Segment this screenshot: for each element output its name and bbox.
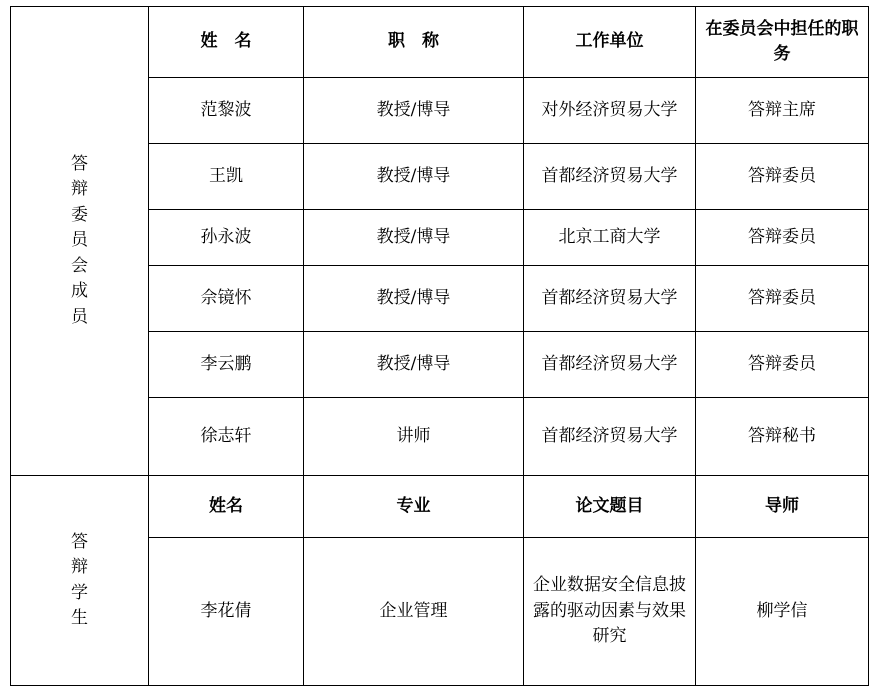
student-name: 李花倩 (149, 538, 304, 686)
section2-vertical-label (11, 476, 149, 686)
column-header-name: 姓 名 (149, 7, 304, 78)
defense-committee-table (10, 6, 869, 686)
vertical-label-char: 员 (71, 230, 88, 251)
member-title: 教授/博导 (304, 78, 524, 144)
member-name: 范黎波 (149, 78, 304, 144)
section1-vertical-label (11, 7, 149, 476)
vertical-label-char: 员 (71, 306, 88, 327)
student-advisor: 柳学信 (696, 538, 869, 686)
member-unit: 北京工商大学 (524, 210, 696, 266)
vertical-label-char: 成 (71, 281, 88, 302)
vertical-label-char: 辩 (71, 557, 88, 577)
student-column-header-name: 姓名 (149, 476, 304, 538)
vertical-label-char: 答 (71, 153, 88, 174)
member-role: 答辩秘书 (696, 398, 869, 476)
vertical-label-char: 委 (71, 204, 88, 225)
column-header-unit: 工作单位 (524, 7, 696, 78)
vertical-label-char: 生 (71, 608, 88, 628)
student-column-header-advisor: 导师 (696, 476, 869, 538)
member-title: 教授/博导 (304, 332, 524, 398)
student-major: 企业管理 (304, 538, 524, 686)
member-name: 孙永波 (149, 210, 304, 266)
student-thesis-title: 企业数据安全信息披露的驱动因素与效果研究 (524, 538, 696, 686)
member-role: 答辩委员 (696, 144, 869, 210)
member-title: 教授/博导 (304, 266, 524, 332)
member-name: 李云鹏 (149, 332, 304, 398)
member-role: 答辩委员 (696, 266, 869, 332)
vertical-label-char: 辩 (71, 179, 88, 200)
member-role: 答辩委员 (696, 332, 869, 398)
vertical-label-char: 学 (71, 582, 88, 603)
student-column-header-major: 专业 (304, 476, 524, 538)
member-title: 教授/博导 (304, 144, 524, 210)
student-column-header-thesis: 论文题目 (524, 476, 696, 538)
member-title: 教授/博导 (304, 210, 524, 266)
member-name: 徐志轩 (149, 398, 304, 476)
member-title: 讲师 (304, 398, 524, 476)
vertical-label-char: 答 (71, 531, 88, 552)
member-role: 答辩主席 (696, 78, 869, 144)
member-role: 答辩委员 (696, 210, 869, 266)
table-row (11, 7, 869, 78)
vertical-label-char: 会 (71, 255, 88, 276)
member-name: 佘镜怀 (149, 266, 304, 332)
member-unit: 首都经济贸易大学 (524, 332, 696, 398)
member-unit: 首都经济贸易大学 (524, 266, 696, 332)
member-unit: 首都经济贸易大学 (524, 144, 696, 210)
member-unit: 首都经济贸易大学 (524, 398, 696, 476)
column-header-role: 在委员会中担任的职务 (696, 7, 869, 78)
table-row (11, 476, 869, 538)
column-header-title: 职 称 (304, 7, 524, 78)
member-unit: 对外经济贸易大学 (524, 78, 696, 144)
member-name: 王凯 (149, 144, 304, 210)
